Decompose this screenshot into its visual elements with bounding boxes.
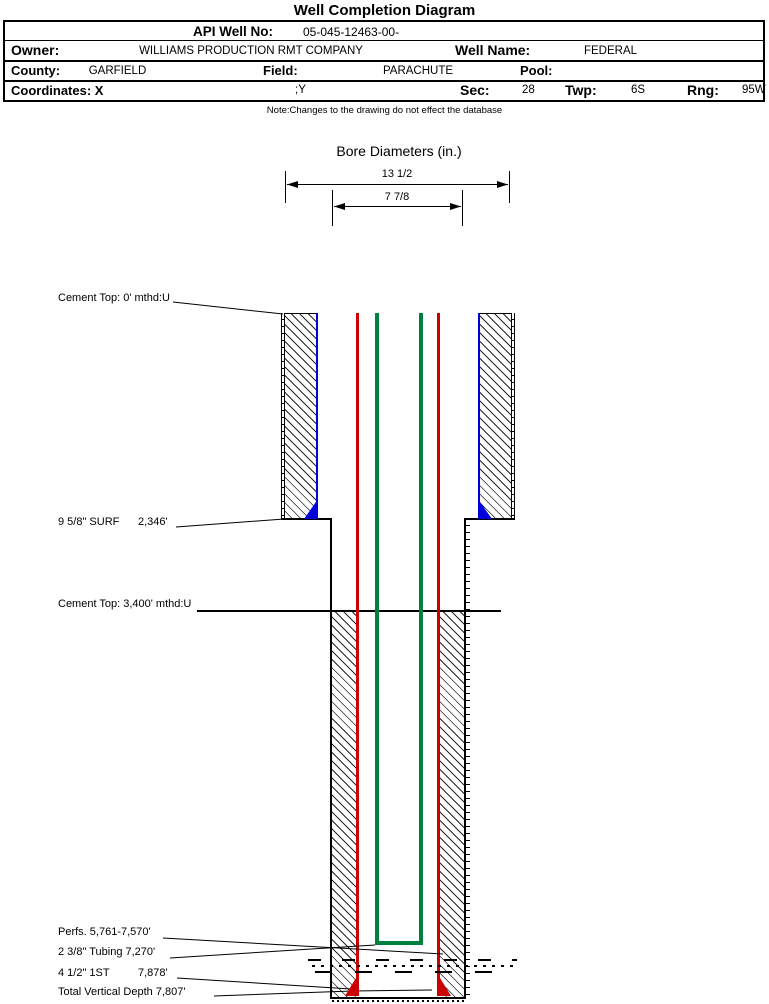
arrowhead-outer-right (497, 181, 508, 188)
cement-top-surface-label: Cement Top: 0' mthd:U (58, 292, 170, 304)
leader-surface-casing (176, 519, 284, 527)
county-value: GARFIELD (88, 65, 147, 77)
county-label: County: (11, 63, 61, 78)
coordinates-label: Coordinates: X (11, 83, 104, 98)
field-label: Field: (263, 63, 298, 78)
leader-production-casing (177, 978, 351, 989)
well-name-label: Well Name: (455, 42, 531, 58)
api-well-no-label: API Well No: (192, 24, 273, 39)
leader-perforations (163, 938, 443, 954)
casing-shoe-left (345, 973, 359, 996)
field-value: PARACHUTE (382, 65, 454, 77)
arrowhead-outer-left (287, 181, 298, 188)
rng-label: Rng: (687, 82, 719, 98)
rng-value: 95W (742, 84, 766, 96)
leader-cement-top-surface (173, 302, 283, 314)
sec-value: 28 (522, 84, 535, 96)
arrowhead-inner-left (334, 203, 345, 210)
twp-label: Twp: (565, 82, 597, 98)
page-title: Well Completion Diagram (293, 2, 476, 19)
surface-casing-size: 9 5/8" SURF (58, 516, 120, 528)
bore-diameters-title: Bore Diameters (in.) (336, 143, 462, 159)
production-casing-depth: 7,878' (138, 967, 168, 979)
owner-value: WILLIAMS PRODUCTION RMT COMPANY (139, 45, 363, 57)
surface-casing-depth: 2,346' (138, 516, 168, 528)
total-vertical-depth-label: Total Vertical Depth 7,807' (58, 986, 186, 998)
pool-label: Pool: (520, 63, 553, 78)
cement-wedge-right (478, 499, 492, 519)
well-name-value: FEDERAL (583, 45, 638, 57)
sec-label: Sec: (460, 82, 490, 98)
twp-value: 6S (631, 84, 646, 96)
tubing-label: 2 3/8" Tubing 7,270' (58, 946, 156, 958)
production-casing-label (58, 967, 168, 979)
cement-top-production-label: Cement Top: 3,400' mthd:U (58, 598, 192, 610)
perforations-label: Perfs. 5,761-7,570' (58, 926, 151, 938)
casing-shoe-right (437, 973, 451, 996)
cement-wedge-left (304, 499, 318, 519)
arrowhead-inner-right (450, 203, 461, 210)
database-note: Note:Changes to the drawing do not effect the database (266, 105, 503, 116)
api-well-no-value: 05-045-12463-00- (303, 25, 400, 39)
leader-tubing (170, 945, 375, 958)
outer-bore-dimension-label: 13 1/2 (381, 168, 413, 180)
coordinates-y-label: ;Y (295, 84, 306, 96)
owner-label: Owner: (11, 42, 60, 58)
production-casing-size: 4 1/2" 1ST (58, 967, 110, 979)
leader-total-vertical-depth (214, 990, 432, 996)
inner-bore-dimension-label: 7 7/8 (384, 191, 410, 203)
surface-casing-label (58, 516, 168, 528)
